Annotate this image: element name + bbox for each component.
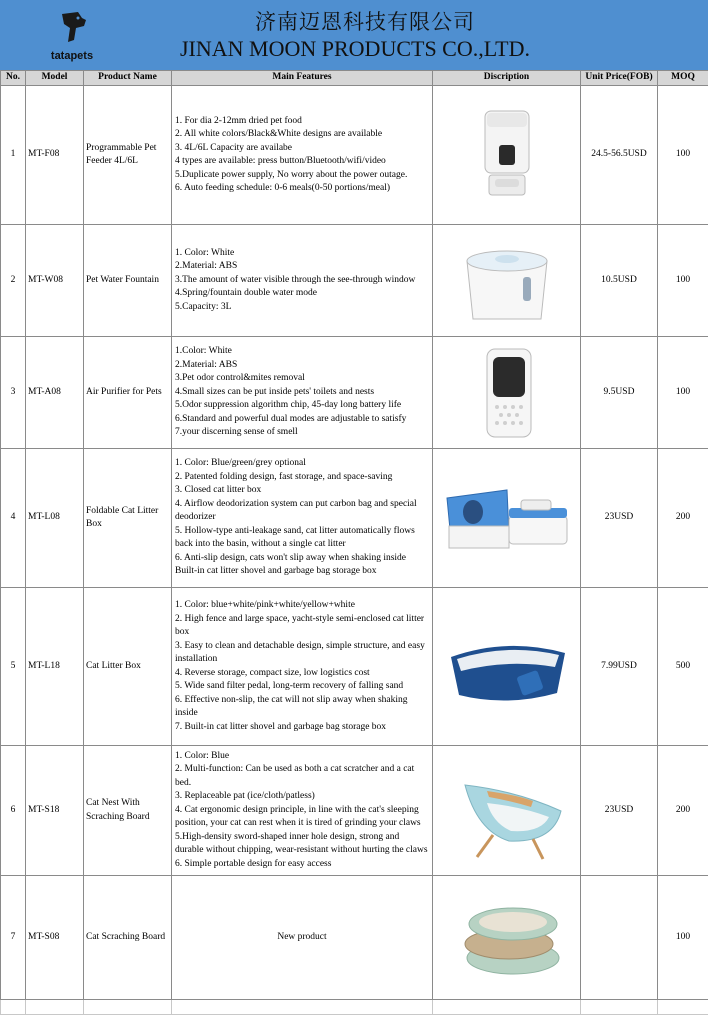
row-features: 1.Color: White 2.Material: ABS 3.Pet odor control&mites removal 4.Small sizes can be put inside pets' toilets and nests 5.Odor suppression algorithm chip, 45-day long battery life 6.Standard and powerful dual modes are adjustable to satisfy 7.your discerning sense of smell: [172, 337, 433, 449]
row-features: 1. For dia 2-12mm dried pet food 2. All white colors/Black&White designs are available 3. 4L/6L Capacity are availabe 4 types are available: press button/Bluetooth/wifi/video 5.Duplicate power supply, No worry about the power outage. 6. Auto feeding schedule: 0-6 meals(0-50 portions/meal): [172, 86, 433, 225]
row-price: [581, 876, 658, 1000]
row-image-cell: [433, 746, 581, 876]
row-model: MT-S18: [26, 746, 84, 876]
row-features: 1. Color: blue+white/pink+white/yellow+white 2. High fence and large space, yacht-style semi-enclosed cat litter box 3. Easy to clean and detachable design, simple structure, and easy installation 4. Reverse storage, compact size, low logistics cost 5. Wide sand filter pedal, long-term recovery of falling sand 6. Effective non-slip, the cat will not slip away when shaking inside 7. Built-in cat litter shovel and garbage bag storage box: [172, 588, 433, 746]
company-name-chinese: 济南迈恩科技有限公司: [255, 10, 475, 34]
col-header-no: No.: [1, 71, 26, 86]
row-product-name: Foldable Cat Litter Box: [84, 449, 172, 588]
table-row: [1, 86, 708, 225]
row-model: MT-F08: [26, 86, 84, 225]
table-row: [1, 225, 708, 337]
col-header-unit-price: Unit Price(FOB): [581, 71, 658, 86]
row-moq: 100: [658, 86, 708, 225]
table-row: [1, 337, 708, 449]
empty-cell: [84, 1000, 172, 1015]
row-product-name: Cat Litter Box: [84, 588, 172, 746]
product-table: [0, 70, 708, 1015]
row-product-name: Pet Water Fountain: [84, 225, 172, 337]
row-model: MT-L18: [26, 588, 84, 746]
row-price: 7.99USD: [581, 588, 658, 746]
table-header-row: [1, 71, 708, 86]
empty-cell: [1, 1000, 26, 1015]
col-header-product-name: Product Name: [84, 71, 172, 86]
row-moq: 100: [658, 225, 708, 337]
col-header-model: Model: [26, 71, 84, 86]
row-image-cell: [433, 588, 581, 746]
row-product-name: Programmable Pet Feeder 4L/6L: [84, 86, 172, 225]
row-moq: 200: [658, 449, 708, 588]
row-no: 5: [1, 588, 26, 746]
row-moq: 100: [658, 876, 708, 1000]
empty-cell: [433, 1000, 581, 1015]
foldable-litter-box-image: [437, 468, 577, 568]
row-image-cell: [433, 337, 581, 449]
row-price: 9.5USD: [581, 337, 658, 449]
cat-litter-box-image: [437, 617, 577, 717]
row-features: 1. Color: Blue 2. Multi-function: Can be used as both a cat scratcher and a cat bed. 3. Replaceable pat (ice/cloth/patless) 4. Cat ergonomic design principle, in line with the cat's sleeping position, your cat can rest when it is tired of grinding your claws 5.High-density sword-shaped inner hole design, strong and durable without chipping, wear-resistant without hurting the claws 6. Simple portable design for easy access: [172, 746, 433, 876]
row-no: 2: [1, 225, 26, 337]
brand-logo: [40, 10, 104, 66]
row-features: 1. Color: Blue/green/grey optional 2. Patented folding design, fast storage, and space-saving 3. Closed cat litter box 4. Airflow deodorization system can put carbon bag and special deodorizer 5. Hollow-type anti-leakage sand, cat litter automatically flows back into the basin, without a single cat litter 6. Anti-slip design, cats won't slip away when shaking inside Built-in cat litter shovel and garbage bag storage box: [172, 449, 433, 588]
header-banner: [0, 0, 708, 71]
air-purifier-image: [437, 343, 577, 443]
table-row: [1, 449, 708, 588]
row-no: 6: [1, 746, 26, 876]
table-row: [1, 746, 708, 876]
scratching-board-image: [437, 888, 577, 988]
row-features: New product: [172, 876, 433, 1000]
logo-text: tatapets: [50, 50, 94, 62]
row-price: 23USD: [581, 746, 658, 876]
row-moq: 100: [658, 337, 708, 449]
empty-cell: [658, 1000, 708, 1015]
row-image-cell: [433, 449, 581, 588]
row-model: MT-L08: [26, 449, 84, 588]
col-header-moq: MOQ: [658, 71, 708, 86]
row-features: 1. Color: White 2.Material: ABS 3.The amount of water visible through the see-through window 4.Spring/fountain double water mode 5.Capacity: 3L: [172, 225, 433, 337]
water-fountain-image: [437, 231, 577, 331]
row-moq: 200: [658, 746, 708, 876]
row-no: 3: [1, 337, 26, 449]
empty-cell: [26, 1000, 84, 1015]
row-image-cell: [433, 876, 581, 1000]
cat-nest-image: [437, 761, 577, 861]
empty-cell: [172, 1000, 433, 1015]
row-product-name: Cat Nest With Scraching Board: [84, 746, 172, 876]
row-price: 24.5-56.5USD: [581, 86, 658, 225]
row-product-name: Cat Scraching Board: [84, 876, 172, 1000]
table-row: [1, 876, 708, 1000]
row-price: 23USD: [581, 449, 658, 588]
pet-feeder-image: [437, 105, 577, 205]
row-moq: 500: [658, 588, 708, 746]
company-name-english: JINAN MOON PRODUCTS CO.,LTD.: [179, 36, 530, 61]
row-no: 7: [1, 876, 26, 1000]
row-product-name: Air Purifier for Pets: [84, 337, 172, 449]
row-model: MT-A08: [26, 337, 84, 449]
table-row: [1, 588, 708, 746]
row-image-cell: [433, 86, 581, 225]
empty-row: [1, 1000, 708, 1015]
row-model: MT-W08: [26, 225, 84, 337]
row-image-cell: [433, 225, 581, 337]
col-header-description: Discription: [433, 71, 581, 86]
dog-logo-icon: [56, 10, 90, 46]
empty-cell: [581, 1000, 658, 1015]
row-price: 10.5USD: [581, 225, 658, 337]
row-no: 1: [1, 86, 26, 225]
col-header-main-features: Main Features: [172, 71, 433, 86]
row-no: 4: [1, 449, 26, 588]
row-model: MT-S08: [26, 876, 84, 1000]
